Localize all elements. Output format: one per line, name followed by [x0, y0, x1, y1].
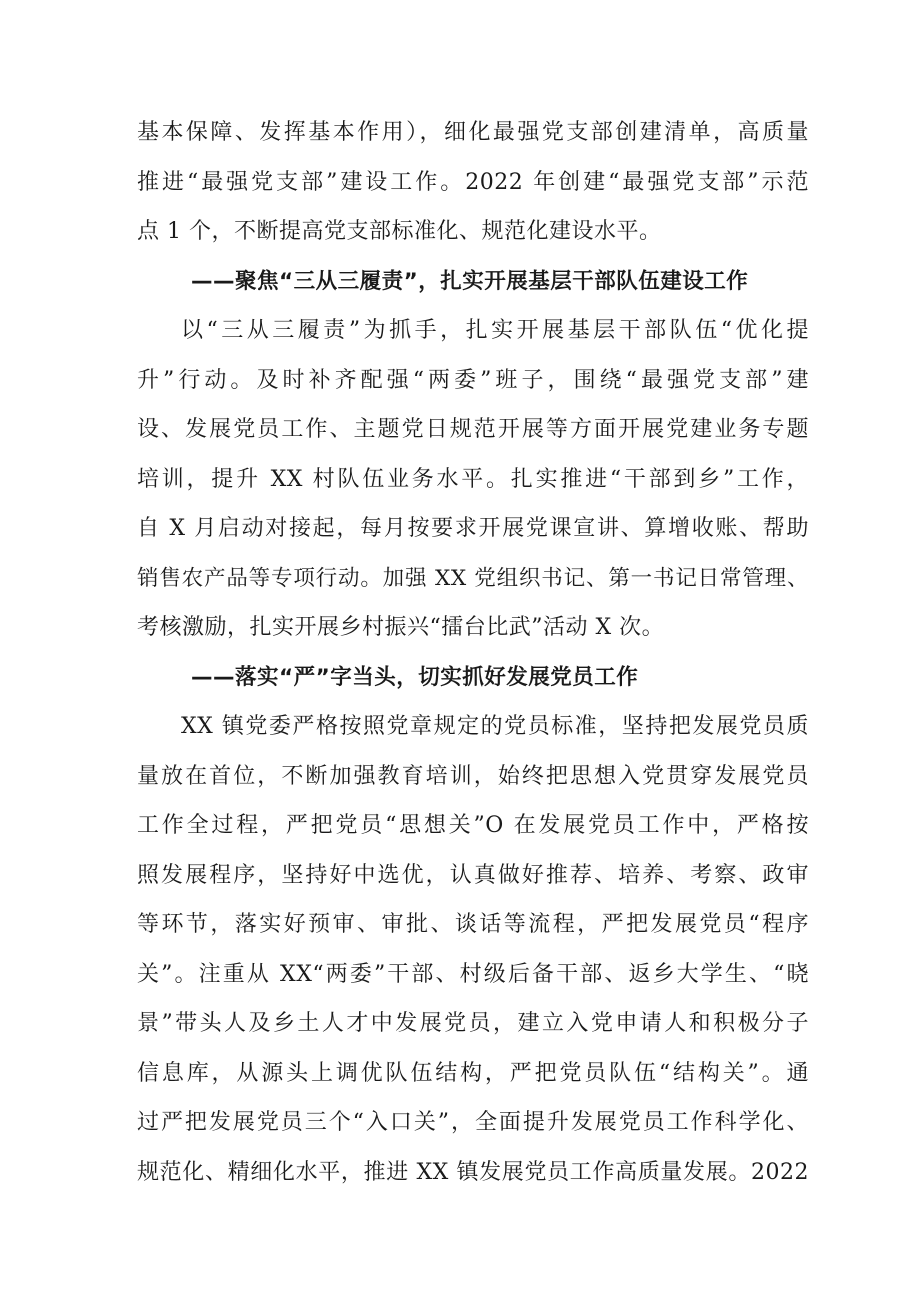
paragraph-line: 量放在首位，不断加强教育培训，始终把思想入党贯穿发展党员 — [137, 763, 809, 789]
paragraph-line: 设、发展党员工作、主题党日规范开展等方面开展党建业务专题 — [137, 417, 809, 442]
paragraph-line: 培训，提升 XX 村队伍业务水平。扎实推进“干部到乡”工作， — [137, 466, 809, 492]
paragraph-line: 升”行动。及时补齐配强“两委”班子，围绕“最强党支部”建 — [137, 367, 809, 393]
paragraph-last-line: 点 1 个，不断提高党支部标准化、规范化建设水平。 — [137, 219, 662, 244]
paragraph-first-line: XX 镇党委严格按照党章规定的党员标准，坚持把发展党员质 — [181, 714, 809, 739]
paragraph-line: 景”带头人及乡土人才中发展党员，建立入党申请人和积极分子 — [137, 1011, 809, 1036]
paragraph-line: 等环节，落实好预审、审批、谈话等流程，严把发展党员“程序 — [137, 912, 809, 937]
paragraph-line: 自 X 月启动对接起，每月按要求开展党课宣讲、算增收账、帮助 — [137, 516, 809, 541]
paragraph-line: 销售农产品等专项行动。加强 XX 党组织书记、第一书记日常管理、 — [137, 565, 809, 591]
section-heading: ——聚焦“三从三履责”，扎实开展基层干部队伍建设工作 — [191, 268, 749, 294]
paragraph-first-line: 以“三从三履责”为抓手，扎实开展基层干部队伍“优化提 — [181, 318, 809, 343]
document-body — [137, 108, 809, 1197]
paragraph-line: 关”。注重从 XX“两委”干部、村级后备干部、返乡大学生、“晓 — [137, 961, 809, 987]
paragraph-line: 基本保障、发挥基本作用），细化最强党支部创建清单，高质量 — [137, 120, 809, 145]
section-heading: ——落实“严”字当头，切实抓好发展党员工作 — [191, 664, 639, 690]
paragraph-last-line: 考核激励，扎实开展乡村振兴“擂台比武”活动 X 次。 — [137, 615, 665, 640]
paragraph-line: 照发展程序，坚持好中选优，认真做好推荐、培养、考察、政审 — [137, 862, 809, 888]
paragraph-line: 过严把发展党员三个“入口关”，全面提升发展党员工作科学化、 — [137, 1110, 809, 1135]
paragraph-line: 推进“最强党支部”建设工作。2022 年创建“最强党支部”示范 — [137, 169, 809, 195]
paragraph-line: 工作全过程，严把党员“思想关”O 在发展党员工作中，严格按 — [137, 813, 809, 838]
paragraph-line: 规范化、精细化水平，推进 XX 镇发展党员工作高质量发展。2022 — [137, 1159, 809, 1185]
paragraph-line: 信息库，从源头上调优队伍结构，严把党员队伍“结构关”。通 — [137, 1060, 809, 1086]
